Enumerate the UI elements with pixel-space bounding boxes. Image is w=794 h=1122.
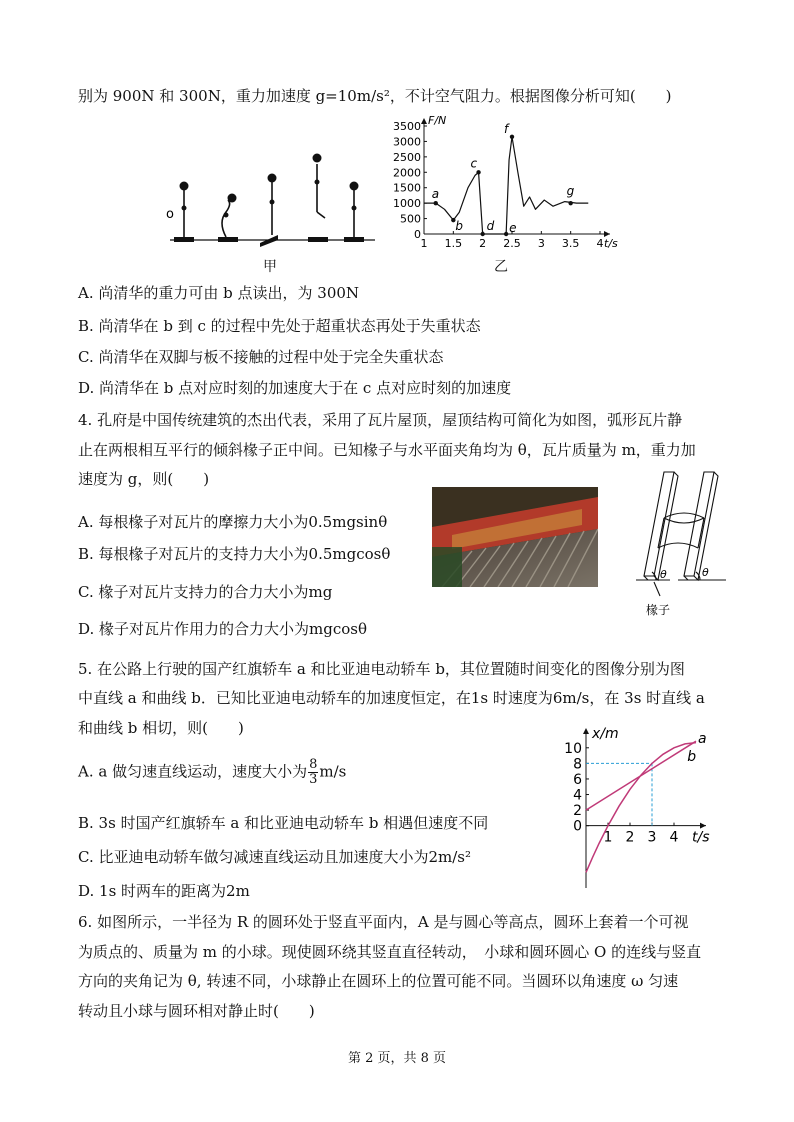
theta-label-right: θ: [702, 566, 709, 579]
q5-option-c[interactable]: C. 比亚迪电动轿车做匀减速直线运动且加速度大小为2m/s²: [78, 848, 472, 866]
athlete-figure-3: [260, 174, 278, 248]
x-tick-label: 2: [479, 237, 487, 249]
q6-stem-line-4: 转动且小球与圆环相对静止时( ): [78, 1002, 315, 1020]
point-label-b: b: [455, 219, 463, 234]
point-f: [510, 135, 514, 139]
q4-option-c[interactable]: C. 椽子对瓦片支持力的合力大小为mg: [78, 583, 333, 601]
q5-option-d[interactable]: D. 1s 时两车的距离为2m: [78, 882, 250, 900]
speed-fraction: [308, 758, 318, 787]
x-tick-label: 1: [603, 829, 613, 846]
x-axis-arrow: [700, 823, 706, 829]
point-c: [476, 170, 480, 174]
point-label-a: a: [431, 187, 440, 202]
q5-stem-line-1: 5. 在公路上行驶的国产红旗轿车 a 和比亚迪电动轿车 b，其位置随时间变化的图像分别为图: [78, 660, 685, 678]
y-axis-label: x/m: [592, 726, 619, 742]
y-tick-label: 3000: [393, 135, 421, 149]
q4-stem-line-2: 止在两根相互平行的倾斜椽子正中间。已知椽子与水平面夹角均为 θ，瓦片质量为 m，重力加: [78, 441, 696, 459]
q4-stem-line-1: 4. 孔府是中国传统建筑的杰出代表，采用了瓦片屋顶，屋顶结构可简化为如图，弧形瓦片静: [78, 411, 683, 429]
q6-stem-line-1: 6. 如图所示，一半径为 R 的圆环处于竖直平面内，A 是与圆心等高点，圆环上套着一个可视: [78, 913, 689, 931]
point-e: [504, 232, 508, 236]
q6-stem-line-3: 方向的夹角记为 θ, 转速不同，小球静止在圆环上的位置可能不同。当圆环以角速度 ω 匀速: [78, 972, 679, 990]
x-tick-label: 3: [647, 829, 657, 846]
y-axis-arrow: [583, 728, 589, 734]
q5-stem-line-2: 中直线 a 和曲线 b．已知比亚迪电动轿车的加速度恒定，在1s 时速度为6m/s，在 3s 时直线 a: [78, 689, 705, 707]
athlete-figure-2: [218, 194, 238, 243]
series-label-a: a: [698, 731, 707, 748]
q4-stem-line-3: 速度为 g，则( ): [78, 470, 210, 488]
theta-label-left: θ: [660, 568, 667, 581]
q6-stem-line-2: 为质点的、质量为 m 的小球。现使圆环绕其竖直直径转动， 小球和圆环圆心 O 的连线与竖直: [78, 943, 702, 961]
q4-option-a[interactable]: A. 每根椽子对瓦片的摩擦力大小为0.5mgsinθ: [78, 513, 388, 531]
rafter-diagram: [630, 468, 730, 620]
position-time-chart: [546, 718, 716, 893]
force-curve: [424, 137, 588, 234]
x-tick-label: 3.5: [561, 237, 580, 249]
x-axis-label: t/s: [692, 829, 710, 846]
rafter-label: 椽子: [646, 603, 671, 617]
y-tick-label: 2: [573, 803, 582, 820]
series-label-b: b: [687, 749, 697, 766]
page-footer: 第 2 页，共 8 页: [347, 1051, 447, 1066]
point-d: [480, 232, 484, 236]
y-tick-label: 4: [573, 787, 582, 804]
fig-yi-label: 乙: [494, 259, 508, 275]
point-label-f: f: [504, 121, 509, 136]
x-tick-label: 1.5: [444, 237, 463, 249]
q3-option-d[interactable]: D. 尚清华在 b 点对应时刻的加速度大于在 c 点对应时刻的加速度: [78, 379, 512, 397]
athlete-figure-1: [174, 182, 194, 243]
x-axis-label: t/s: [604, 237, 618, 249]
point-label-d: d: [486, 219, 495, 233]
fraction-denominator: 3: [309, 772, 318, 787]
y-axis-arrow: [421, 118, 427, 124]
y-tick-label: 2500: [393, 150, 421, 164]
y-tick-label: 1500: [393, 181, 421, 195]
q5-option-a-unit: m/s: [319, 762, 347, 781]
y-tick-label: 3500: [393, 120, 421, 133]
y-tick-label: 2000: [393, 166, 421, 180]
q5-option-a[interactable]: [78, 758, 346, 787]
athlete-figure-5: [344, 182, 364, 243]
x-tick-label: 3: [537, 237, 545, 249]
y-tick-label: 1000: [393, 197, 421, 211]
y-tick-label: 0: [573, 818, 582, 835]
curve-b: [586, 743, 696, 873]
y-tick-label: 10: [564, 740, 582, 757]
y-tick-label: 0: [414, 228, 421, 241]
q5-option-a-prefix: A. a 做匀速直线运动，速度大小为: [78, 762, 308, 781]
x-tick-label: 1: [420, 237, 428, 249]
x-tick-label: 2.5: [503, 237, 521, 249]
roof-photo: [432, 487, 598, 587]
x-tick-label: 2: [625, 829, 635, 846]
x-tick-label: 4: [596, 237, 604, 249]
q3-option-a[interactable]: A. 尚清华的重力可由 b 点读出，为 300N: [78, 284, 360, 302]
q3-option-c[interactable]: C. 尚清华在双脚与板不接触的过程中处于完全失重状态: [78, 348, 444, 366]
trampoline-figure: [160, 142, 380, 272]
force-time-chart: [378, 114, 618, 249]
fig-jia-label: 甲: [263, 259, 277, 275]
o-label: o: [166, 207, 174, 222]
point-label-c: c: [470, 156, 478, 171]
x-tick-label: 4: [669, 829, 679, 846]
y-axis-label: F/N: [428, 114, 447, 127]
athlete-figure-4: [308, 154, 328, 243]
q5-option-b[interactable]: B. 3s 时国产红旗轿车 a 和比亚迪电动轿车 b 相遇但速度不同: [78, 814, 489, 832]
fraction-numerator: 8: [309, 757, 318, 772]
point-a: [434, 201, 438, 205]
q4-option-d[interactable]: D. 椽子对瓦片作用力的合力大小为mgcosθ: [78, 620, 368, 638]
point-label-g: g: [566, 184, 575, 199]
y-tick-label: 6: [573, 771, 582, 788]
y-tick-label: 8: [573, 756, 582, 773]
q3-option-b[interactable]: B. 尚清华在 b 到 c 的过程中先处于超重状态再处于失重状态: [78, 317, 481, 335]
q4-option-b[interactable]: B. 每根椽子对瓦片的支持力大小为0.5mgcosθ: [78, 545, 391, 563]
point-label-e: e: [509, 221, 517, 235]
q3-stem-line: 别为 900N 和 300N，重力加速度 g=10m/s²，不计空气阻力。根据图像分析可知( ): [78, 87, 672, 105]
q5-stem-line-3: 和曲线 b 相切，则( ): [78, 719, 244, 737]
point-g: [568, 201, 572, 205]
y-tick-label: 500: [400, 212, 421, 226]
